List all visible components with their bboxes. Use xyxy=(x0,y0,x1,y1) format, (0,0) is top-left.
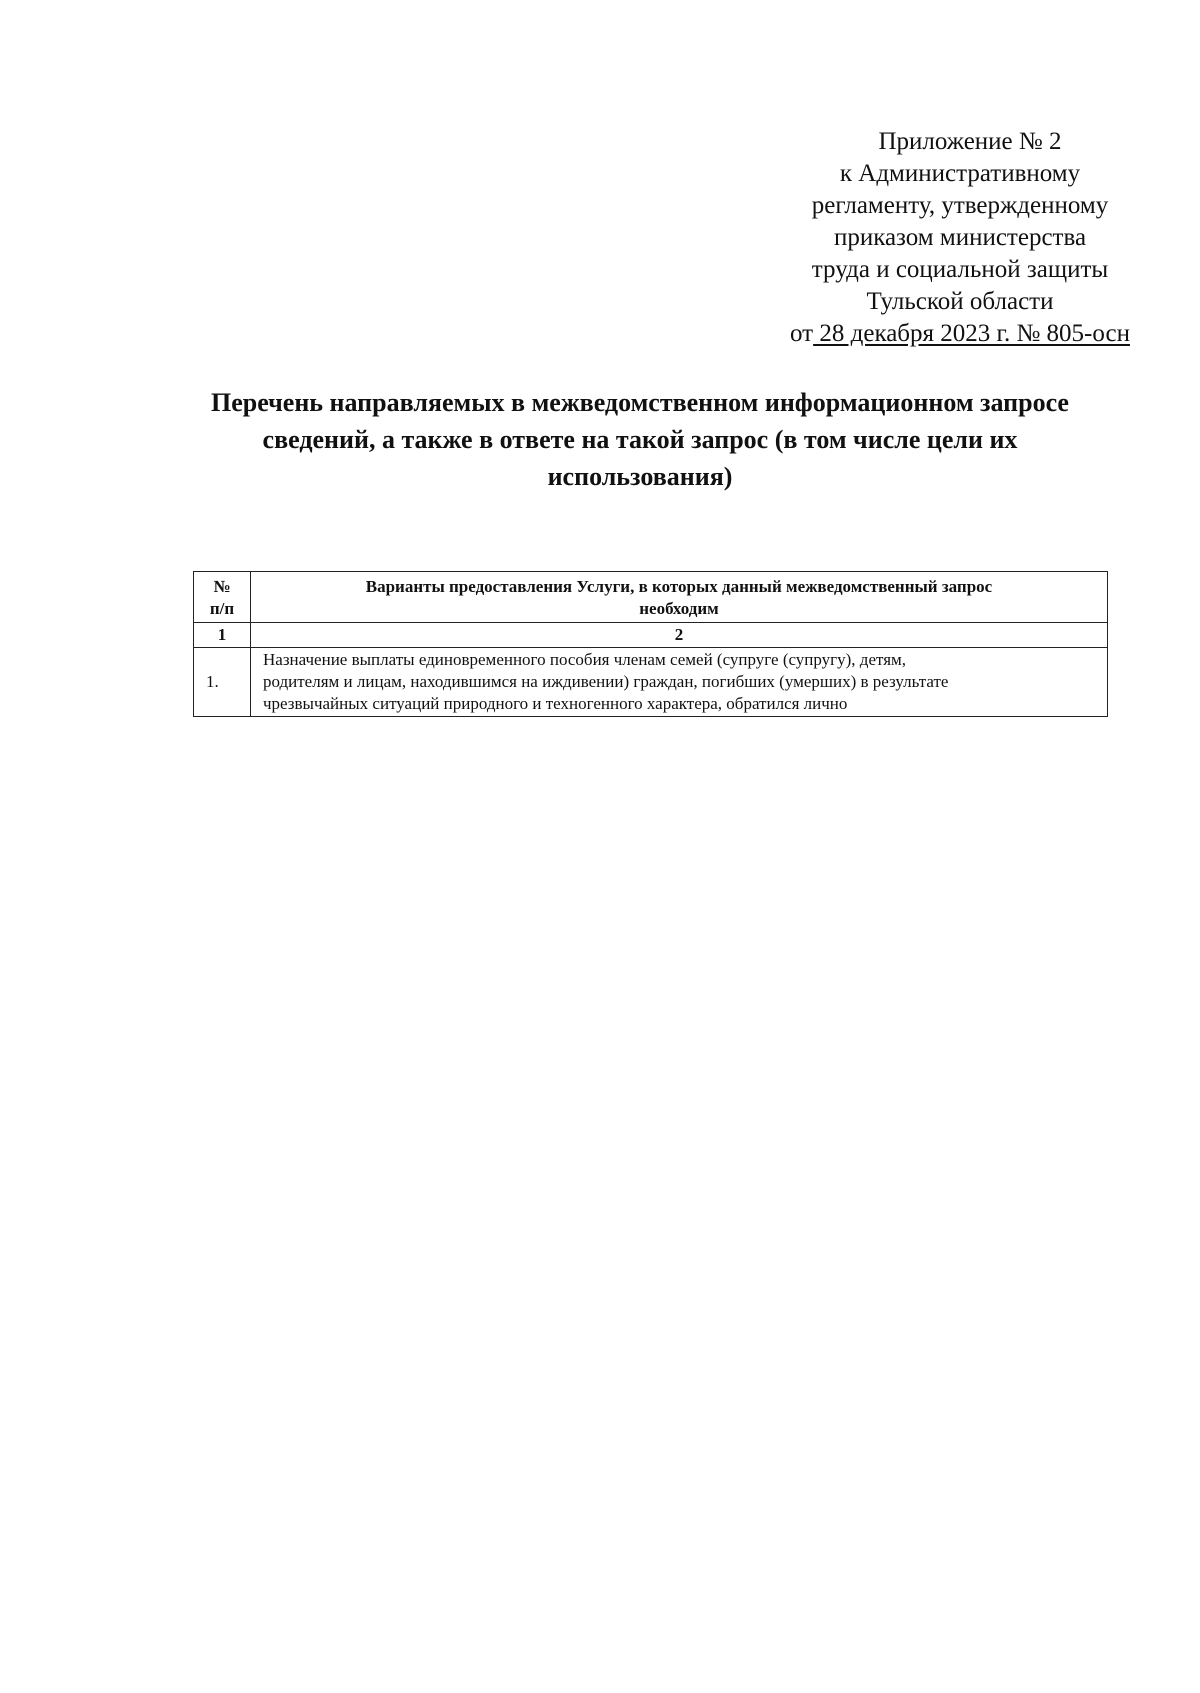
header-variants-line-2: необходим xyxy=(639,599,719,618)
appendix-header xyxy=(790,126,1130,350)
header-number xyxy=(194,572,251,623)
header-variants xyxy=(251,572,1108,623)
row-text-line-2: родителям и лицам, находившимся на иждивении) граждан, погибших (умерших) в результате xyxy=(263,672,949,691)
appendix-line-1: Приложение № 2 xyxy=(878,128,1062,155)
column-index-2: 2 xyxy=(251,623,1108,648)
requests-table xyxy=(193,571,1108,717)
document-title-line-3: использования) xyxy=(547,462,733,491)
row-number: 1. xyxy=(194,648,251,717)
row-text-line-1: Назначение выплаты единовременного пособия членам семей (супруге (супругу), детям, xyxy=(263,650,907,669)
header-number-line-2: п/п xyxy=(209,599,235,618)
appendix-date-line xyxy=(790,318,1130,350)
appendix-line-4: приказом министерства xyxy=(833,224,1087,251)
document-title-line-2: сведений, а также в ответе на такой запрос (в том числе цели их xyxy=(262,425,1018,454)
table-index-row xyxy=(194,623,1108,648)
appendix-line-6: Тульской области xyxy=(866,288,1054,315)
appendix-line-5: труда и социальной защиты xyxy=(811,256,1109,283)
document-title-line-1: Перечень направляемых в межведомственном информационном запросе xyxy=(211,388,1069,417)
row-text-line-3: чрезвычайных ситуаций природного и техногенного характера, обратился лично xyxy=(263,694,848,713)
table-header-row xyxy=(194,572,1108,623)
appendix-date-prefix: от xyxy=(790,320,814,347)
document-title xyxy=(150,384,1130,495)
appendix-date-value: 28 декабря 2023 г. № 805-осн xyxy=(813,320,1130,347)
appendix-line-3: регламенту, утвержденному xyxy=(811,192,1109,219)
header-variants-line-1: Варианты предоставления Услуги, в которых данный межведомственный запрос xyxy=(365,577,993,596)
table-row xyxy=(194,648,1108,717)
row-text xyxy=(251,648,1108,717)
header-number-line-1: № xyxy=(213,577,231,596)
column-index-1: 1 xyxy=(194,623,251,648)
appendix-line-2: к Административному xyxy=(839,160,1081,187)
